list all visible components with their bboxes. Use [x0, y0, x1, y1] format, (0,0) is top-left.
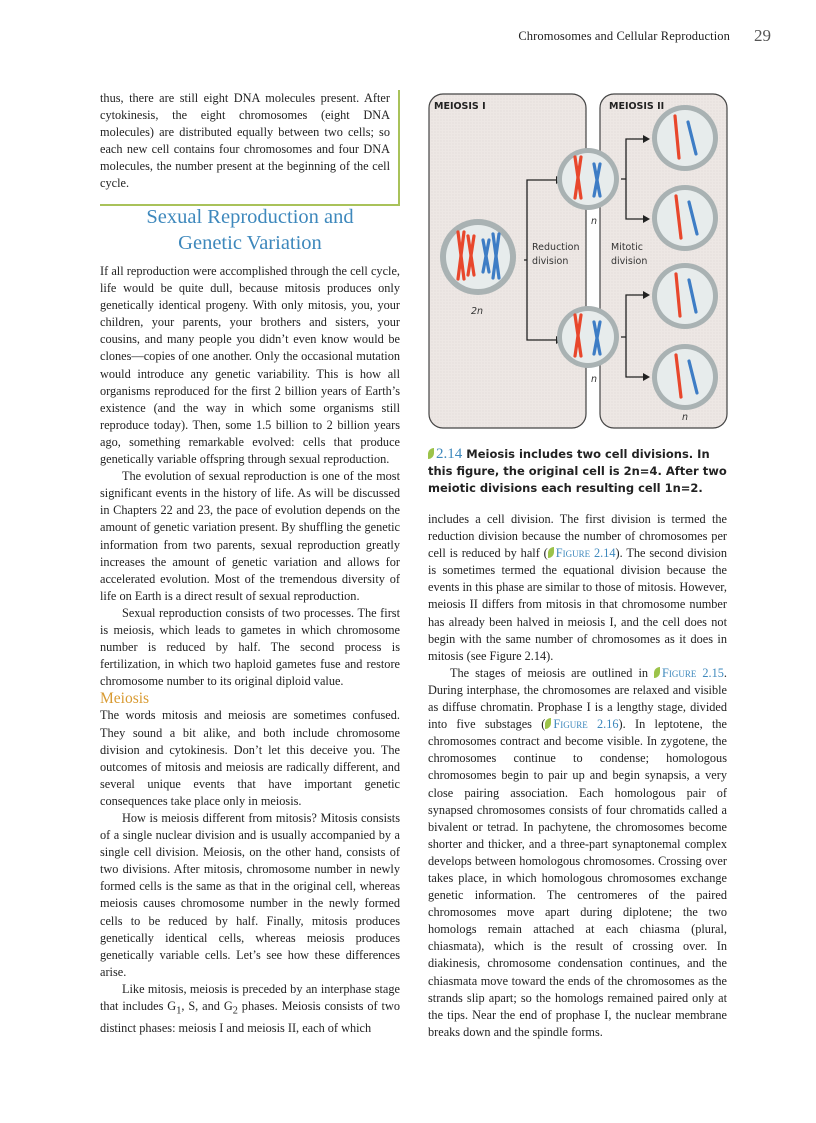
running-head: Chromosomes and Cellular Reproduction: [518, 29, 730, 43]
figure-reference-2-14[interactable]: Figure 2.14: [555, 546, 616, 561]
leaf-icon: [654, 667, 660, 678]
paragraph: [100, 981, 400, 1037]
paragraph: The evolution of sexual reproduction is one of the most significant events in the history of life. As will be discussed in Chapters 22 and 23, the pace of evolution depends on the amount of genetic variation present. By shuffling the genetic information from two parents, sexual reproduction greatly increases the amount of genetic variation and allows for accelerated evolution. Most of the tremendous diversity of life on Earth is a direct result of sexual reproduction.: [100, 469, 400, 603]
paragraph: [428, 665, 727, 1041]
final-cell-2: [652, 185, 718, 251]
paragraph: If all reproduction were accomplished through the cell cycle, life would be quite dull, because mitosis produces only genetically identical progeny. With only mitosis, you, your children, your parents, your brothers and sisters, your cousins, and many people you didn’t even know would be clones—copies of one another. Only the occasional mutation would introduce any genetic variability. This is how all organisms reproduced for the first 2 billion years of Earth’s existence (and the way in which some organisms still reproduce today). Then, some 1.5 billion to 2 billion years ago, something remarkable evolved: cells that produce genetically variable offspring through sexual reproduction.: [100, 264, 400, 467]
final-cell-1: [652, 105, 718, 171]
label-n-final: n: [682, 412, 689, 423]
paragraph: [428, 511, 727, 665]
figure-reference-2-16[interactable]: Figure 2.16: [553, 717, 619, 732]
figure-2-14-meiosis-diagram: [428, 92, 728, 430]
leaf-icon: [548, 547, 554, 558]
section-title: [100, 204, 400, 256]
continued-text-box: [100, 90, 400, 206]
final-cell-3: [652, 263, 718, 329]
box-paragraph: thus, there are still eight DNA molecules present. After cytokinesis, the eight chromosomes (eight DNA molecules) are distributed equally between two cells; so each new cell contains four chromosomes and four DNA molecules, the number present at the beginning of the cell cycle.: [100, 91, 390, 191]
label-meiosis-1: MEIOSIS I: [434, 101, 486, 112]
text-run: , S, and G: [181, 999, 233, 1014]
text-run: The stages of meiosis are outlined in: [450, 665, 655, 680]
label-meiosis-2: MEIOSIS II: [609, 101, 665, 112]
text-run: phases. Meiosis consists of two distinct phases: meiosis I and meiosis II, each of which: [100, 999, 400, 1035]
leaf-icon: [545, 718, 551, 729]
meiosis-diagram: [428, 92, 728, 430]
section-title-line2: Genetic Variation: [178, 232, 322, 254]
parent-cell-2n: [440, 219, 516, 295]
paragraph: The words mitosis and meiosis are sometimes confused. They sound a bit alike, and both include chromosome division and cytokinesis. Don’t let this deceive you. The outcomes of mitosis and meiosis are radically different, and several unique events that have important genetic consequences take place only in meiosis.: [100, 708, 400, 808]
leaf-icon: [428, 448, 434, 459]
mitotic-label-line2: division: [611, 256, 648, 267]
label-n-top: n: [591, 216, 598, 227]
text-run: . During interphase, the chromosomes are relaxed and visible as diffuse chromatin. Prophase I is a lengthy stage, divided into five substages (: [428, 665, 727, 732]
daughter-cell-top: [557, 148, 619, 210]
figure-number: 2.14: [436, 446, 463, 462]
paragraph: How is meiosis different from mitosis? Mitosis consists of a single nuclear division and is usually accompanied by a single cell division. Meiosis, on the other hand, consists of two divisions. After mitosis, chromosome number in newly formed cells is the same as that in the original cell, whereas meiosis causes chromosome number in the newly formed cells to be reduced by half. Finally, mitosis produces genetically identical cells, whereas meiosis produces genetically variable cells. Let’s see how these differences arise.: [100, 811, 400, 979]
subscript: 1: [176, 1005, 182, 1017]
text-run: ). The second division is sometimes termed the equational division because the events in this phase are similar to those of mitosis. However, meiosis II differs from mitosis in that chromosome number has already been halved in meiosis I, and the cell does not begin with the same number of chromosomes as it does in mitosis (see Figure 2.14).: [428, 546, 727, 663]
reduction-label-line1: Reduction: [532, 242, 580, 253]
daughter-cell-bottom: [557, 306, 619, 368]
final-cell-4: [652, 344, 718, 410]
label-n-bottom: n: [591, 374, 598, 385]
caption-text: Meiosis includes two cell divisions. In this figure, the original cell is 2n=4. After two meiotic divisions each resulting cell 1n=2.: [428, 447, 727, 495]
reduction-label-line2: division: [532, 256, 569, 267]
figure-caption: [428, 446, 728, 497]
text-run: Like mitosis, meiosis is preceded by an interphase stage that includes G: [100, 981, 400, 1014]
figure-reference-2-15[interactable]: Figure 2.15: [662, 665, 724, 680]
text-run: includes a cell division. The first division is termed the reduction division because the number of chromosomes per cell is reduced by half (: [428, 512, 727, 561]
mitotic-label-line1: Mitotic: [611, 242, 643, 253]
subscript: 2: [232, 1005, 238, 1017]
left-column: [100, 263, 400, 1037]
paragraph: Sexual reproduction consists of two processes. The first is meiosis, which leads to gametes in which chromosome number is reduced by half. The second process is fertilization, in which two haploid gametes fuse and restore chromosome number to its original diploid value.: [100, 605, 400, 689]
text-run: ). In leptotene, the chromosomes contract and become visible. In zygotene, the chromosomes continue to condense; homologous chromosomes begin to pair up and begin synapsis, a very close pairing association. Each homologous pair of synapsed chromosomes consists of four chromatids called a bivalent or tetrad. In pachytene, the chromosomes become shorter and thicker, and a three-part synaptonemal complex develops between homologous chromosomes. Crossing over takes place, in which homologous chromosomes exchange genetic information. The centromeres of the paired chromosomes move apart during diplotene; the two homologs remain attached at each chiasma (plural, chiasmata), which is the result of crossing over. In diakinesis, chromosome condensation continues, and the chiasmata move toward the ends of the chromosomes as the strands slip apart; so the homologs remained paired only at the tips. Near the end of prophase I, the nuclear membrane breaks down and the spindle forms.: [428, 717, 727, 1039]
section-title-line1: Sexual Reproduction and: [146, 206, 354, 228]
page-number: 29: [754, 26, 771, 45]
subsection-heading-meiosis: Meiosis: [100, 690, 150, 708]
right-column: [428, 511, 727, 1041]
label-2n: 2n: [471, 306, 484, 317]
